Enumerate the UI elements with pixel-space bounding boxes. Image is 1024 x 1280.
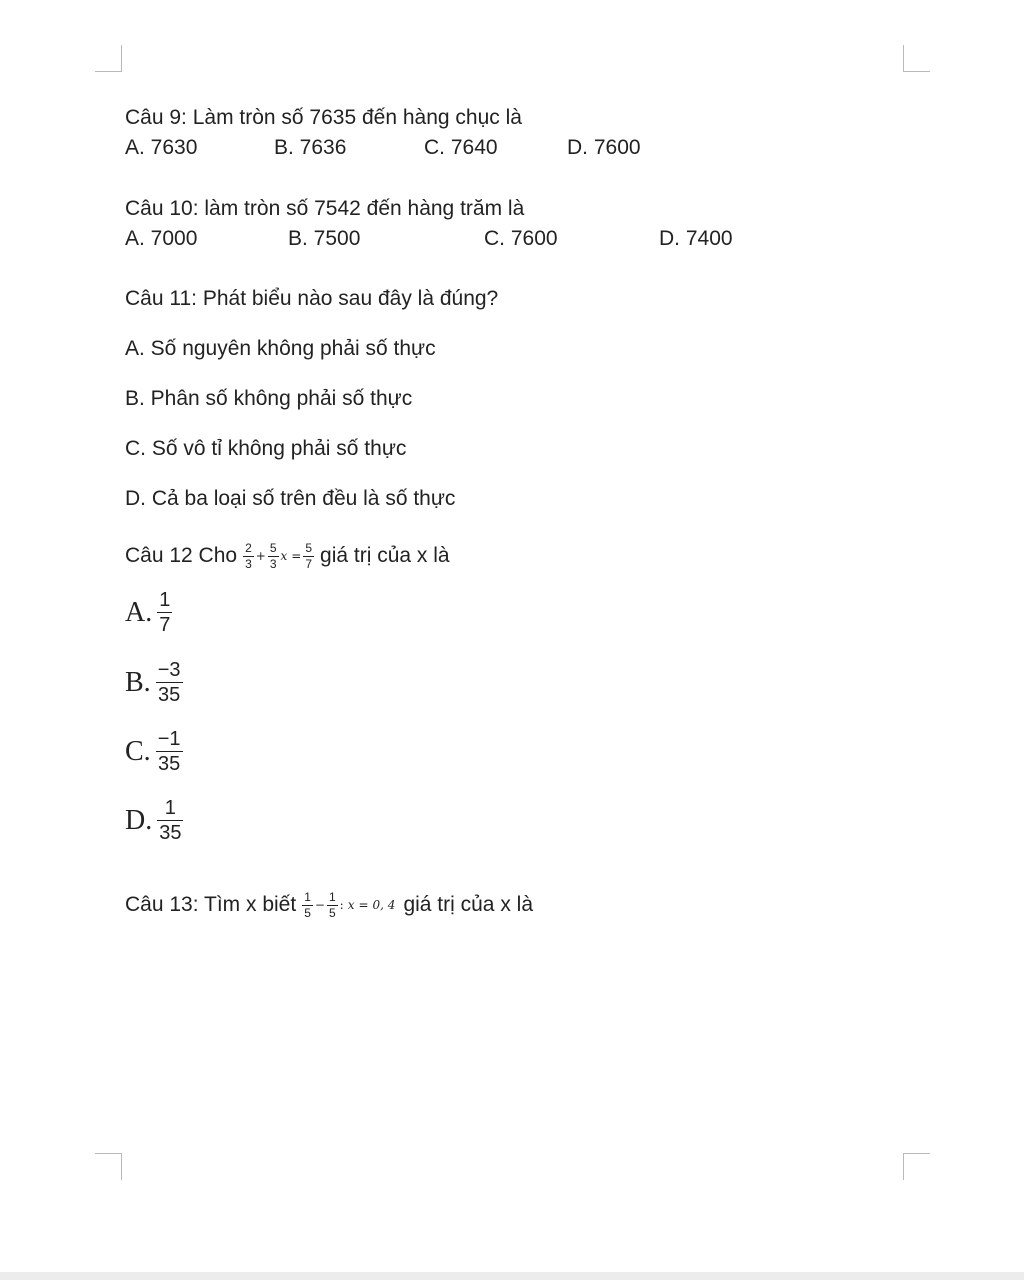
question-11-option-d: D. Cả ba loại số trên đều là số thực [125, 487, 456, 510]
question-12-equation [243, 531, 314, 581]
question-10-option-b: B. 7500 [288, 227, 361, 250]
viewer-bottom-edge [0, 1272, 1024, 1280]
fraction [268, 541, 279, 572]
numerator: 1 [328, 889, 336, 904]
numerator: 5 [305, 540, 313, 555]
question-9-option-d: D. 7600 [567, 136, 641, 159]
denominator: 35 [159, 822, 182, 844]
denominator: 35 [157, 753, 181, 775]
numerator: −3 [157, 659, 181, 681]
question-13-text [125, 880, 533, 930]
numerator: −1 [157, 728, 181, 750]
option-letter: B. [125, 666, 151, 698]
answer-fraction [157, 796, 183, 845]
denominator: 5 [328, 905, 336, 920]
question-11-option-c: C. Số vô tỉ không phải số thực [125, 437, 407, 460]
question-13-equation [302, 880, 397, 930]
question-12-suffix: giá trị của x là [320, 544, 450, 567]
question-11-option-a: A. Số nguyên không phải số thực [125, 337, 436, 360]
numerator: 5 [269, 540, 277, 555]
question-12-option-c [125, 727, 183, 776]
fraction [327, 890, 338, 921]
denominator: 5 [304, 905, 311, 920]
question-11-option-b: B. Phân số không phải số thực [125, 387, 413, 410]
question-12-option-b [125, 658, 183, 707]
option-letter: D. [125, 804, 153, 836]
crop-mark-top-left [95, 45, 122, 72]
crop-mark-bottom-left [95, 1153, 122, 1180]
question-10-option-d: D. 7400 [659, 227, 733, 250]
denominator: 7 [305, 556, 313, 571]
question-12-prefix: Câu 12 Cho [125, 544, 238, 567]
answer-fraction [156, 658, 183, 707]
question-12-option-d [125, 796, 183, 845]
right-hand-value: 0, 4 [372, 898, 396, 912]
operator: − [314, 898, 325, 912]
operator: + [255, 549, 266, 563]
question-12-option-a [125, 588, 172, 637]
equals-sign: = [291, 549, 302, 563]
numerator: 1 [304, 889, 311, 904]
numerator: 2 [245, 540, 252, 555]
answer-fraction [156, 727, 183, 776]
variable: x [280, 549, 288, 563]
numerator: 1 [159, 589, 171, 611]
question-13-suffix: giá trị của x là [403, 893, 533, 916]
numerator: 1 [164, 797, 176, 819]
crop-mark-bottom-right [903, 1153, 930, 1180]
fraction [303, 541, 314, 572]
denominator: 3 [245, 556, 252, 571]
question-13-prefix: Câu 13: Tìm x biết [125, 893, 297, 916]
question-10-option-a: A. 7000 [125, 227, 198, 250]
operator: : [339, 898, 344, 912]
question-12-text [125, 531, 450, 581]
question-9-text: Câu 9: Làm tròn số 7635 đến hàng chục là [125, 106, 522, 129]
answer-fraction [157, 588, 172, 637]
question-9-option-a: A. 7630 [125, 136, 198, 159]
denominator: 7 [159, 614, 171, 636]
variable: x [347, 898, 355, 912]
equals-sign: = [358, 898, 369, 912]
option-letter: A. [125, 596, 153, 628]
fraction [243, 541, 254, 572]
question-10-option-c: C. 7600 [484, 227, 558, 250]
question-9-option-c: C. 7640 [424, 136, 498, 159]
question-9-option-b: B. 7636 [274, 136, 347, 159]
question-11-text: Câu 11: Phát biểu nào sau đây là đúng? [125, 287, 499, 310]
denominator: 3 [269, 556, 277, 571]
denominator: 35 [157, 684, 181, 706]
fraction [302, 890, 313, 921]
question-10-text: Câu 10: làm tròn số 7542 đến hàng trăm là [125, 197, 525, 220]
crop-mark-top-right [903, 45, 930, 72]
option-letter: C. [125, 735, 151, 767]
